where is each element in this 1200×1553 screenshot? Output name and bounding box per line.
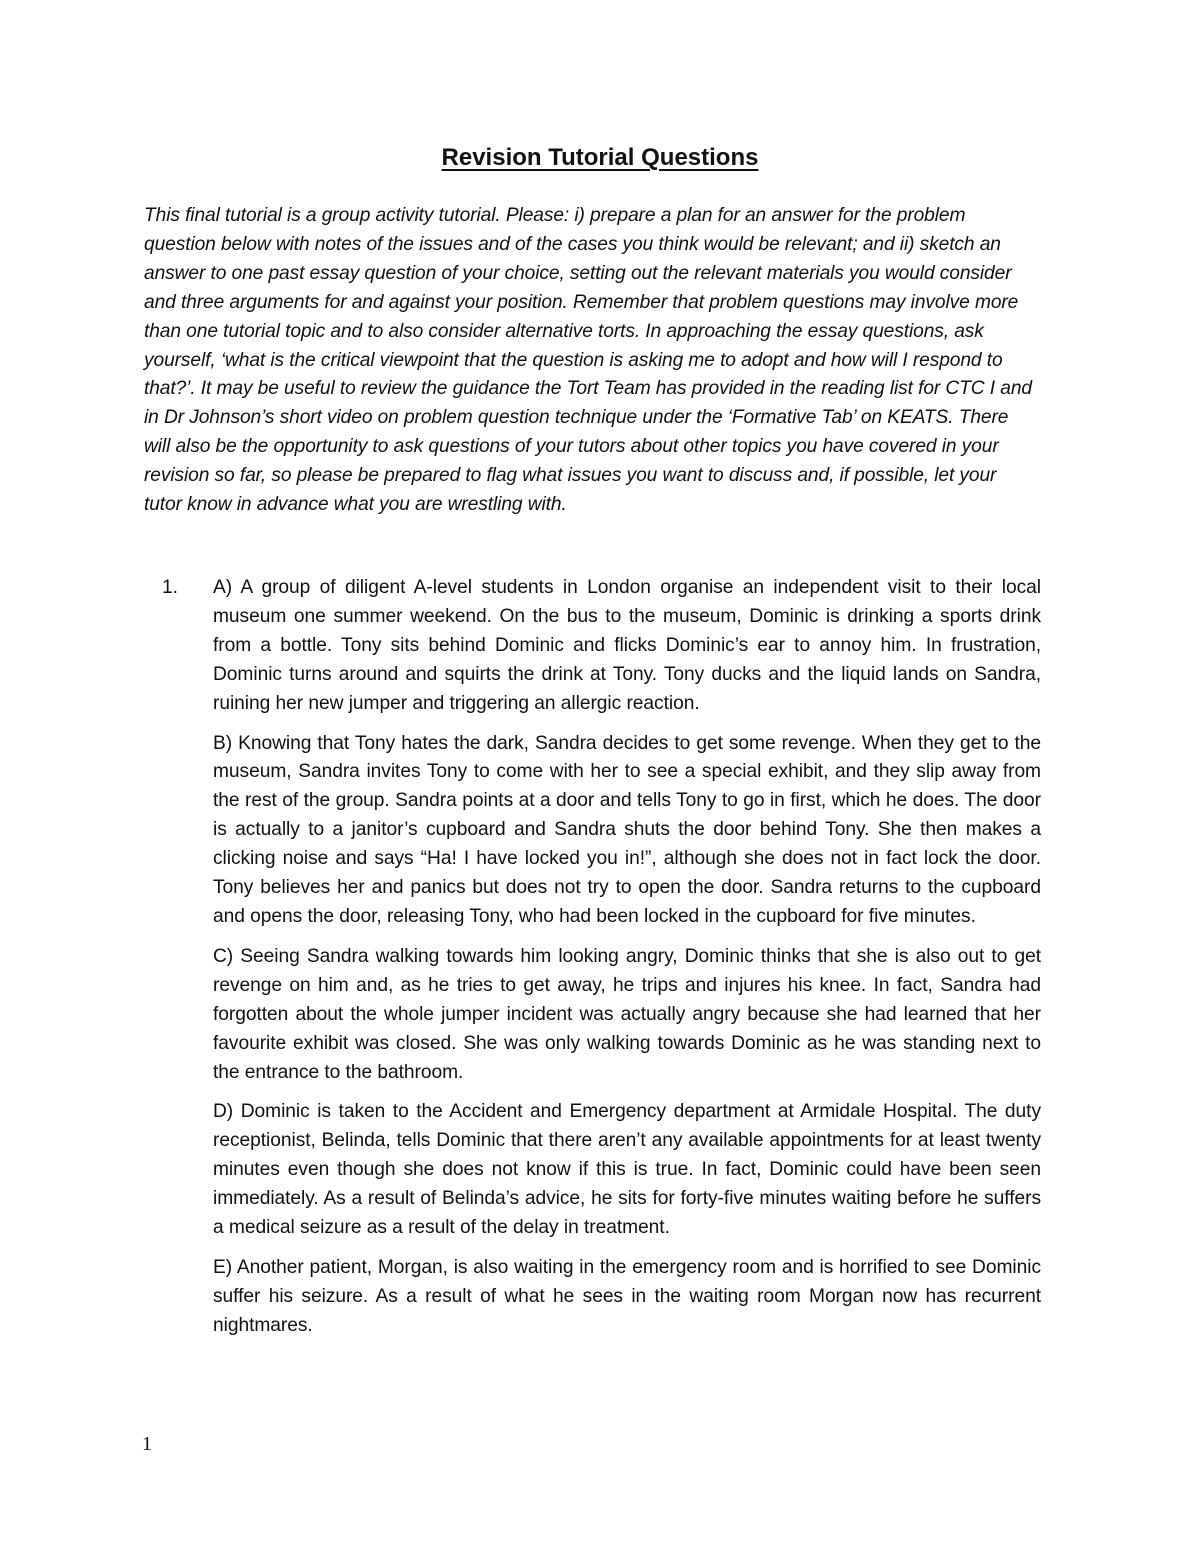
question-body xyxy=(213,574,1041,1341)
page-number: 1 xyxy=(142,1433,152,1455)
question-part-d: D) Dominic is taken to the Accident and Emergency department at Armidale Hospital. The duty receptionist, Belinda, tells Dominic that there aren’t any available appointments for at least twenty minutes even though she does not know if this is true. In fact, Dominic could have been seen immediately. As a result of Belinda’s advice, he sits for forty-five minutes waiting before he suffers a medical seizure as a result of the delay in treatment. xyxy=(213,1101,1041,1239)
question-part-e: E) Another patient, Morgan, is also waiting in the emergency room and is horrified to see Dominic suffer his seizure. As a result of what he sees in the waiting room Morgan now has recurrent nightmares. xyxy=(213,1256,1041,1336)
question-part-b: B) Knowing that Tony hates the dark, Sandra decides to get some revenge. When they get to the museum, Sandra invites Tony to come with her to see a special exhibit, and they slip away from the rest of the group. Sandra points at a door and tells Tony to go in first, which he does. The door is actually to a janitor’s cupboard and Sandra shuts the door behind Tony. She then makes a clicking noise and says “Ha! I have locked you in!”, although she does not in fact lock the door. Tony believes her and panics but does not try to open the door. Sandra returns to the cupboard and opens the door, releasing Tony, who had been locked in the cupboard for five minutes. xyxy=(213,732,1041,927)
question-item xyxy=(162,574,1042,1341)
question-number: 1. xyxy=(162,577,179,598)
question-part-c: C) Seeing Sandra walking towards him looking angry, Dominic thinks that she is also out to get revenge on him and, as he tries to get away, he trips and injures his knee. In fact, Sandra had forgotten about the whole jumper incident was actually angry because she had learned that her favourite exhibit was closed. She was only walking towards Dominic as he was standing next to the entrance to the bathroom. xyxy=(213,945,1041,1083)
document-title: Revision Tutorial Questions xyxy=(441,144,759,171)
intro-paragraph: This final tutorial is a group activity tutorial. Please: i) prepare a plan for an answer for the problem question below with notes of the issues and of the cases you think would be relevant; and ii) sketch an answer to one past essay question of your choice, setting out the relevant materials you would consider and three arguments for and against your position. Remember that problem questions may involve more than one tutorial topic and to also consider alternative torts. In approaching the essay questions, ask yourself, ‘what is the critical viewpoint that the question is asking me to adopt and how will I respond to that?’. It may be useful to review the guidance the Tort Team has provided in the reading list for CTC I and in Dr Johnson’s short video on problem question technique under the ‘Formative Tab’ on KEATS. There will also be the opportunity to ask questions of your tutors about other topics you have covered in your revision so far, so please be prepared to flag what issues you want to discuss and, if possible, let your tutor know in advance what you are wrestling with. xyxy=(144,205,1032,516)
question-list xyxy=(162,574,1042,1352)
question-part-a: A) A group of diligent A-level students in London organise an independent visit to their local museum one summer weekend. On the bus to the museum, Dominic is drinking a sports drink from a bottle. Tony sits behind Dominic and flicks Dominic’s ear to annoy him. In frustration, Dominic turns around and squirts the drink at Tony. Tony ducks and the liquid lands on Sandra, ruining her new jumper and triggering an allergic reaction. xyxy=(213,577,1041,714)
